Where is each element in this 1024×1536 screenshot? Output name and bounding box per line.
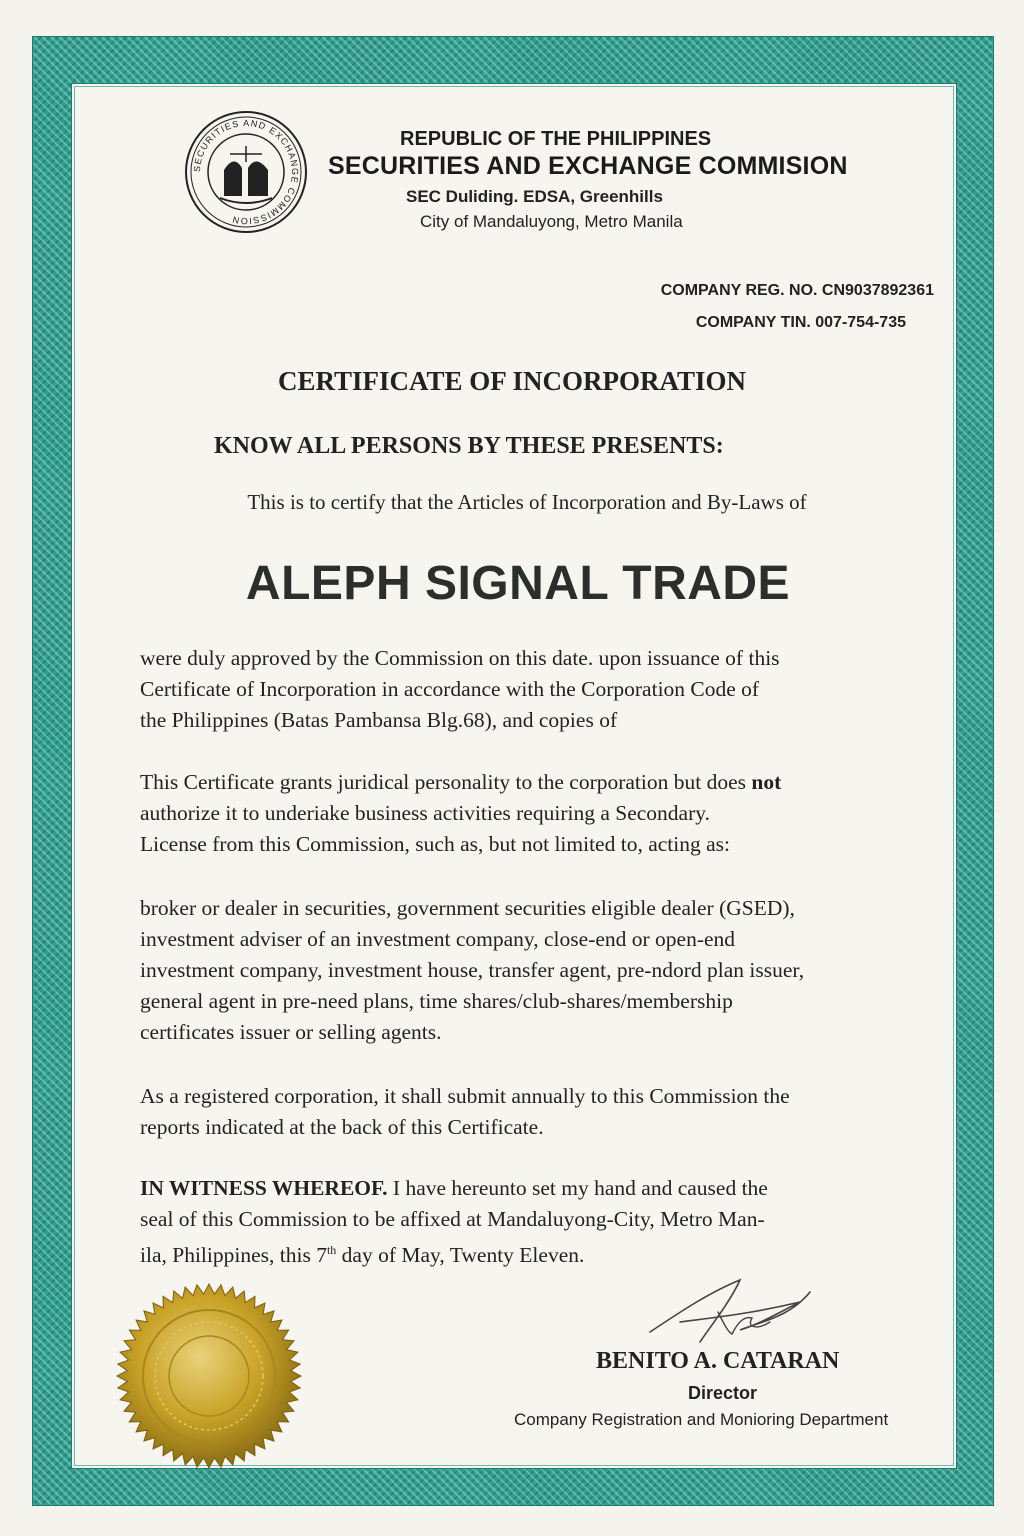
reports-line: As a registered corporation, it shall submit annually to this Commission the <box>140 1084 790 1108</box>
activities-line: general agent in pre-need plans, time shares/club-shares/membership <box>140 989 733 1013</box>
activities-line: broker or dealer in securities, government securities eligible dealer (GSED), <box>140 896 795 920</box>
preamble: KNOW ALL PERSONS BY THESE PRESENTS: <box>214 433 724 459</box>
activities-line: investment company, investment house, transfer agent, pre-ndord plan issuer, <box>140 958 805 982</box>
sec-seal-icon <box>184 110 308 234</box>
company-name: ALEPH SIGNAL TRADE <box>245 557 791 610</box>
activities-line: certificates issuer or selling agents. <box>140 1020 442 1044</box>
juridical-text: This Certificate grants juridical personality to the corporation but does <box>140 770 752 794</box>
activities-line: investment adviser of an investment company, close-end or open-end <box>140 927 736 951</box>
director-signature <box>640 1272 820 1350</box>
signatory-department: Company Registration and Monioring Department <box>514 1410 889 1429</box>
witness-heading: IN WITNESS WHEREOF. <box>140 1176 388 1200</box>
witness-line: seal of this Commission to be affixed at Mandaluyong-City, Metro Man- <box>140 1207 765 1231</box>
reports-paragraph <box>140 1081 930 1143</box>
juridical-line: authorize it to underiake business activities requiring a Secondary. <box>140 801 710 825</box>
approval-line: were duly approved by the Commission on this date. upon issuance of this <box>140 646 780 670</box>
company-tin: COMPANY TIN. 007-754-735 <box>695 314 906 331</box>
activities-paragraph <box>140 893 930 1048</box>
not-emphasis: not <box>751 770 782 794</box>
reports-line: reports indicated at the back of this Certificate. <box>140 1115 544 1139</box>
approval-line: the Philippines (Batas Pambansa Blg.68), and copies of <box>140 708 618 732</box>
juridical-line <box>140 767 930 798</box>
svg-text:SECURITIES AND EXCHANGE COMMIS: SECURITIES AND EXCHANGE COMMISSION <box>191 117 301 227</box>
witness-text: day of May, Twenty Eleven. <box>336 1243 585 1268</box>
address-line-2: City of Mandaluyong, Metro Manila <box>420 212 683 231</box>
witness-paragraph <box>140 1173 930 1271</box>
signatory-title: Director <box>688 1383 758 1403</box>
witness-line <box>140 1235 930 1271</box>
juridical-line: License from this Commission, such as, but not limited to, acting as: <box>140 832 730 856</box>
juridical-paragraph <box>140 767 930 860</box>
address-line-1: SEC Duliding. EDSA, Greenhills <box>406 187 663 206</box>
approval-line: Certificate of Incorporation in accordance with the Corporation Code of <box>140 677 760 701</box>
witness-line <box>140 1173 930 1204</box>
certificate-title: CERTIFICATE OF INCORPORATION <box>277 366 747 396</box>
republic-heading: REPUBLIC OF THE PHILIPPINES <box>400 128 712 150</box>
certify-line: This is to certify that the Articles of Incorporation and By-Laws of <box>247 490 807 514</box>
company-reg-no: COMPANY REG. NO. CN9037892361 <box>660 282 934 299</box>
ordinal-suffix: th <box>326 1243 337 1257</box>
approval-paragraph <box>140 643 930 736</box>
witness-text: ila, Philippines, this 7 <box>140 1243 327 1268</box>
witness-text: I have hereunto set my hand and caused the <box>387 1176 768 1200</box>
signatory-name: BENITO A. CATARAN <box>596 1348 840 1374</box>
commission-heading: SECURITIES AND EXCHANGE COMMISION <box>328 152 848 180</box>
gold-seal-icon <box>116 1283 302 1469</box>
